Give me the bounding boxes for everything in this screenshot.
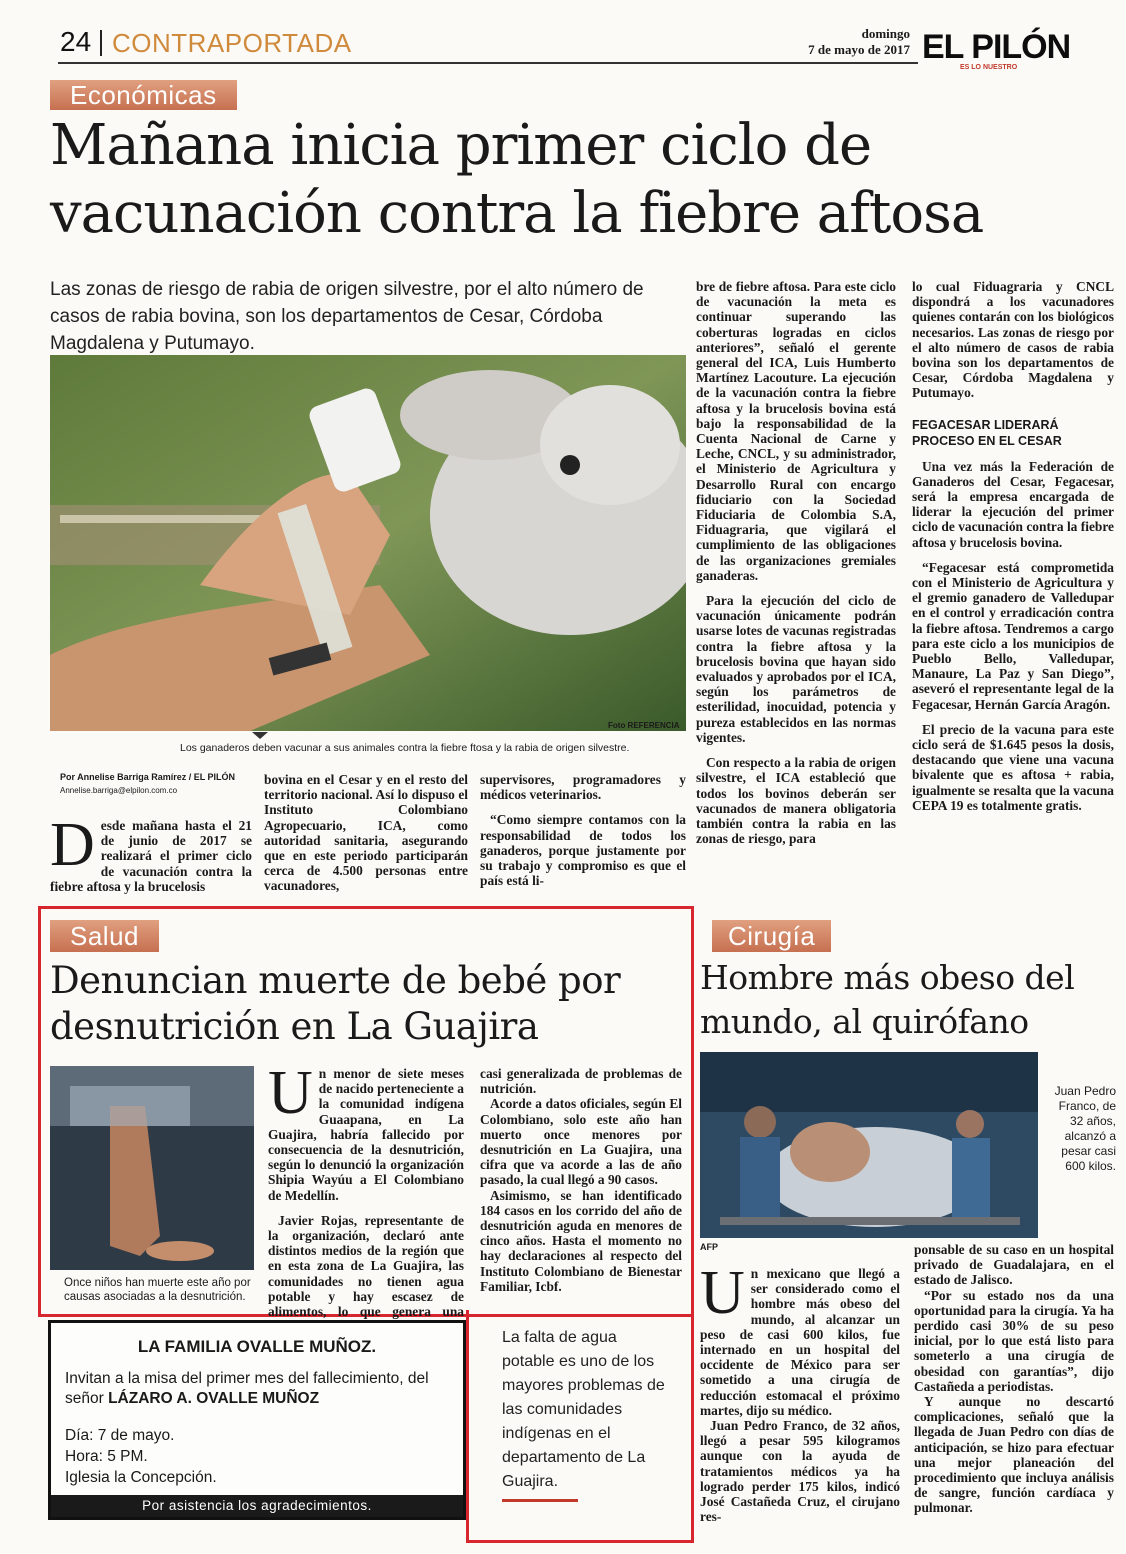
vaccination-photo	[50, 355, 686, 731]
main-col-2-text: bovina en el Cesar y en el resto del territorio nacional. Así lo dispuso el Instituto Colombiano Agropecuario, ICA, como autoridad sanitaria, asegurando que en este periodo participarán cerca de 4.500 personas entre vacunadores,	[264, 772, 468, 894]
logo: EL PILÓN	[922, 28, 1071, 66]
main-photo-caption: Los ganaderos deben vacunar a sus animales contra la fiebre ftosa y la rabia de origen silvestre.	[180, 742, 630, 754]
notice-place: Iglesia la Concepción.	[65, 1469, 217, 1486]
dropcap-d: D	[50, 811, 95, 879]
main-col-5	[912, 279, 1114, 813]
cirugia-col-2-p1: ponsable de su caso en un hospital privado de Guadalajara, en el estado de Jalisco.	[914, 1242, 1114, 1288]
category-salud: Salud	[50, 920, 159, 952]
salud-headline-line2: desnutrición en La Guajira	[50, 1005, 539, 1048]
main-col-3-p1: supervisores, programadores y médicos veterinarios.	[480, 772, 686, 803]
notice-day: Día: 7 de mayo.	[65, 1427, 175, 1444]
salud-col-2-p1: casi generalizada de problemas de nutrición.	[480, 1066, 682, 1097]
salud-headline-line1: Denuncian muerte de bebé por	[50, 959, 621, 1002]
main-col-4	[696, 279, 896, 846]
byline-email: Annelise.barriga@elpilon.com.co	[60, 786, 178, 795]
salud-col-2	[480, 1066, 682, 1294]
page-number: 24	[60, 26, 92, 57]
pullquote-underline	[502, 1499, 578, 1502]
salud-pullquote: La falta de agua potable es uno de los mayores problemas de las comunidades indígenas en el departamento de La Guajira.	[502, 1329, 665, 1490]
main-headline-line2: vacunación contra la fiebre aftosa	[50, 181, 984, 246]
salud-col-1-p1: n menor de siete meses de nacido perteneciente a la comunidad indígena Guaapana, en La Guajira, habría fallecido por consecuencia de la desnutrición, según lo denunció la organización Shipia Wayúu a El Colombiano de Medellín.	[268, 1066, 464, 1203]
main-col-5-p3: “Fegacesar está comprometida con el Ministerio de Agricultura y el gremio ganadero de Valledupar en el control y erradicación contra la fiebre aftosa. Tendremos a cargo para este ciclo a los municipios de Pueblo Bello, Valledupar, Manaure, La Paz y San Diego”, aseveró el representante legal de la Fegacesar, Hernán García Aragón.	[912, 559, 1114, 712]
header-divider	[100, 30, 102, 56]
main-col-5-p1: lo cual Fiduagraria y CNCL dispondrá a los vacunadores quienes contarán con los biológicos necesarios. Las zonas de riesgo por el alto número de casos de rabia bovina son los departamentos de Cesar, Córdoba Magdalena y Putumayo.	[912, 279, 1114, 401]
caption-marker	[252, 732, 268, 739]
cirugia-col-1-b: , fue internado en un hospital del occidente de México para ser sometido a una cirugía de reducción estomacal el próximo martes, dijo su médico.	[700, 1326, 900, 1418]
dropcap-u-salud: U	[268, 1059, 313, 1127]
cirugia-col-2-p2: “Por su estado nos da una oportunidad para la cirugía. Ya ha perdido casi 30% de su peso inicial, por lo que está listo para someterlo a una cirugía de obesidad con garantías”, dijo Castañeda a periodistas.	[914, 1287, 1114, 1394]
salud-photo	[50, 1066, 254, 1270]
notice-hour: Hora: 5 PM.	[65, 1448, 148, 1465]
cirugia-col-1	[700, 1259, 900, 1525]
main-col-3	[480, 772, 686, 888]
category-economicas: Económicas	[50, 80, 237, 110]
cirugia-photo-credit: AFP	[700, 1242, 718, 1252]
salud-col-2-p2: Acorde a datos oficiales, según El Colombiano, solo este año han muerto once menores por desnutrición en La Guajira, una cifra que va acorde a las de año pasado, la cual llegó a 90 casos.	[480, 1096, 682, 1188]
header-date: 7 de mayo de 2017	[808, 42, 910, 57]
dropcap-u-cirugia: U	[700, 1259, 745, 1327]
notice-invite-text: Invitan a la misa del primer mes del fallecimiento, del señor	[65, 1370, 429, 1407]
photo-credit: Foto REFERENCIA	[608, 721, 680, 730]
main-headline-line1: Mañana inicia primer ciclo de	[50, 113, 872, 178]
notice-title: LA FAMILIA OVALLE MUÑOZ.	[137, 1337, 377, 1356]
vaccination-photo-image	[50, 355, 686, 731]
main-subhead: FEGACESAR LIDERARÁ PROCESO EN EL CESAR	[912, 417, 1062, 448]
notice-deceased-name: LÁZARO A. OVALLE MUÑOZ	[108, 1390, 320, 1407]
cirugia-headline-line1: Hombre más obeso del	[700, 958, 1075, 997]
cirugia-headline-line2: mundo, al quirófano	[700, 1002, 1029, 1041]
cirugia-col-1-a: n mexicano que llegó a ser considerado como el hombre más obeso del mundo,	[750, 1266, 900, 1327]
logo-tagline: ES LO NUESTRO	[960, 64, 1018, 71]
cirugia-photo-caption: Juan Pedro Franco, de 32 años, alcanzó a pesar casi 600 kilos.	[1054, 1084, 1116, 1173]
salud-col-1	[268, 1059, 464, 1334]
main-col-4-p1: bre de fiebre aftosa. Para este ciclo de vacunación la meta es continuar superando las coberturas logradas en ciclos anteriores”, señaló el gerente general del ICA, Luis Humberto Martínez Lacouture. La ejecución de la vacunación contra la fiebre aftosa y la brucelosis bovina está bajo la responsabilidad de la Cuenta Nacional de Carne y Leche, CNCL, y su administrador, el Ministerio de Agricultura y Desarrollo Rural con encargo fiduciario con la Sociedad Fiduciaria de Colombia S.A, Fiduagraria, que vigilará el cumplimiento de las obligaciones de las organizaciones gremiales ganaderas.	[696, 279, 896, 583]
cirugia-col-2	[914, 1242, 1114, 1516]
header-rule	[58, 62, 918, 64]
byline: Por Annelise Barriga Ramírez / EL PILÓN	[60, 772, 236, 782]
main-col-5-p4: El precio de la vacuna para este ciclo será de $1.645 pesos la dosis, destacando que viene una vacuna bivalente que es aftosa + rabia, igualmente se resalta que la vacuna CEPA 19 es totalmente gratis.	[912, 721, 1114, 813]
cirugia-headline	[700, 956, 1074, 1044]
cirugia-col-2-p3: Y aunque no descartó complicaciones, señaló que la llegada de Juan Pedro con días de anticipación, se hizo para efectuar una mejor planeación del procedimiento que incluya análisis de sangre, función cardíaca y pulmonar.	[914, 1394, 1114, 1516]
salud-col-1-p2: Javier Rojas, representante de la organización, declaró ante distintos medios de la región que en esta zona de La Guajira, las comunidades no tienen agua potable y hay escasez de alimentos, lo que genera una	[268, 1212, 464, 1320]
main-headline	[50, 112, 983, 248]
main-col-1	[50, 811, 252, 894]
salud-headline	[50, 958, 620, 1050]
salud-photo-caption: Once niños han muerte este año por causas asociadas a la desnutrición.	[64, 1277, 251, 1303]
salud-col-2-p3: Asimismo, se han identificado 184 casos en los corrido del año de desnutrición aguda en menores de cinco años. Hasta el momento no hay declaraciones al respecto del Instituto Colombiano de Bienestar Familiar, Icbf.	[480, 1187, 682, 1294]
main-col-4-p2: Para la ejecución del ciclo de vacunación únicamente podrán usarse lotes de vacunas registradas contra la fiebre aftosa y la brucelosis bovina que hayan sido evaluados y aprobados por el ICA, según los parámetros de esterilidad, inocuidad, potencia y pureza establecidos en las normas vigentes.	[696, 593, 896, 745]
cirugia-col-1-p2: Juan Pedro Franco, de 32 años, llegó a pesar 595 kilogramos aunque con la ayuda de tratamientos médicos ya ha logrado perder 175 kilos, indicó José Castañeda Cruz, el cirujano res-	[700, 1418, 900, 1525]
notice-invite	[65, 1369, 455, 1409]
main-col-4-p3: Con respecto a la rabia de origen silvestre, el ICA estableció que todos los bovinos deberán ser vacunados de manera obligatoria también contra la rabia en las zonas de riesgo, para	[696, 755, 896, 847]
main-deck: Las zonas de riesgo de rabia de origen silvestre, por el alto número de casos de rabia bovina, son los departamentos de Cesar, Córdoba Magdalena y Putumayo.	[50, 279, 644, 354]
header-day: domingo	[861, 26, 910, 41]
main-col-3-p2: “Como siempre contamos con la responsabilidad de todos los ganaderos, porque justamente por su trabajo y compromiso es que el país está li-	[480, 812, 686, 889]
salud-photo-image	[50, 1066, 254, 1270]
main-lead-text: esde mañana hasta el 21 de junio de 2017 se realizará el primer ciclo de vacunación contra la fiebre aftosa y la brucelosis	[50, 818, 252, 894]
main-col-5-p2: Una vez más la Federación de Ganaderos del Cesar, Fegacesar, será la empresa encargada de liderar la ejecución del primer ciclo de vacunación contra la fiebre aftosa y brucelosis bovina.	[912, 458, 1114, 550]
main-col-2	[264, 772, 468, 894]
memorial-notice	[48, 1320, 466, 1520]
cirugia-photo-image	[700, 1052, 1038, 1238]
section-name: CONTRAPORTADA	[112, 28, 352, 58]
cirugia-photo	[700, 1052, 1038, 1238]
notice-footer: Por asistencia los agradecimientos.	[51, 1495, 463, 1517]
category-cirugia: Cirugía	[712, 920, 831, 952]
cirugia-col-1-bold: al alcanzar un peso de casi 600 kilos	[700, 1311, 900, 1342]
